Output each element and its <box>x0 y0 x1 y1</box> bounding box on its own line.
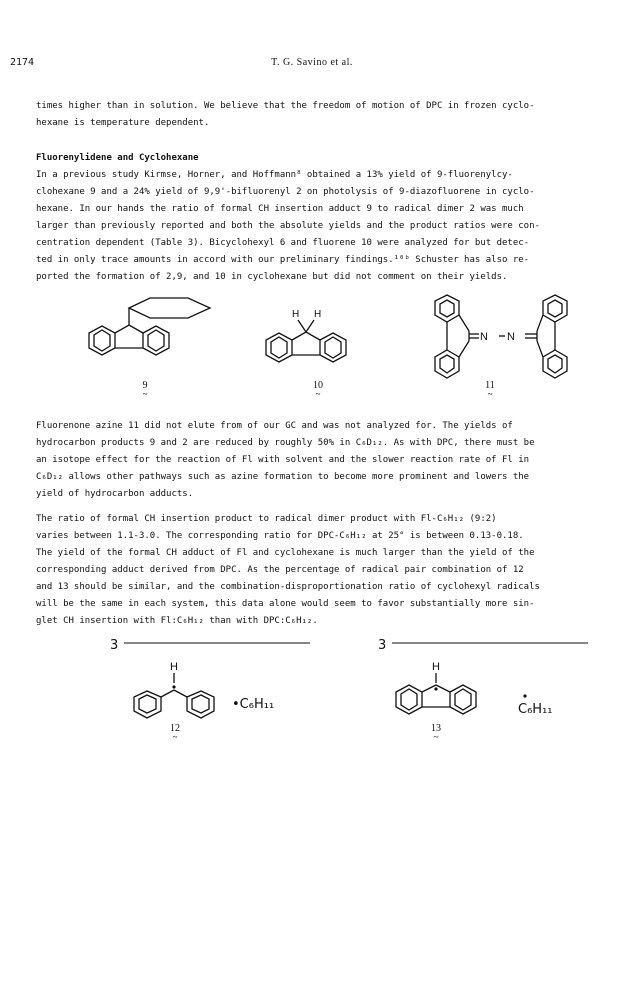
text-line: hexane. In our hands the ratio of formal CH insertion adduct 9 to radical dimer 2 was much <box>36 204 524 214</box>
text-line: The ratio of formal CH insertion product to radical dimer product with Fl-C₆H₁₂ (9:2) <box>36 514 497 524</box>
structure-12-diphenylmethyl-radical-pair <box>110 635 310 735</box>
text-line: will be the same in each system, this data alone would seem to favor substantially more sin- <box>36 599 535 609</box>
text-line: ted in only trace amounts in accord with our preliminary findings.¹⁰ᵇ Schuster has also re- <box>36 255 530 265</box>
text-line: In a previous study Kirmse, Horner, and Hoffmann⁸ obtained a 13% yield of 9-fluorenylcy- <box>36 170 513 180</box>
structure-13-fluorenyl-radical-pair <box>378 635 588 735</box>
triplet-multiplicity: 3 <box>378 638 387 653</box>
paragraph-3 <box>36 418 596 503</box>
label-text: 11 <box>485 380 495 391</box>
text-line: hexane is temperature dependent. <box>36 118 210 128</box>
compound-label-12 <box>160 724 190 742</box>
compound-label-10 <box>303 381 333 399</box>
text-line: The yield of the formal CH adduct of Fl and cyclohexane is much larger than the yield of the <box>36 548 535 558</box>
structure-9-fluorenylcyclohexane <box>60 290 260 390</box>
text-line: centration dependent (Table 3). Bicyclohexyl 6 and fluorene 10 were analyzed for but detec- <box>36 238 530 248</box>
cyclohexyl-radical: •C₆H₁₁ <box>232 697 275 712</box>
section-body <box>36 150 596 286</box>
compound-label-13 <box>421 724 451 742</box>
text-line: varies between 1.1-3.0. The corresponding ratio for DPC-C₆H₁₂ at 25° is between 0.13-0.18. <box>36 531 524 541</box>
tilde-mark: ~ <box>142 389 148 399</box>
hydrogen-label: H <box>292 309 300 320</box>
compound-label-11 <box>475 381 505 399</box>
cyclohexyl-radical: C₆H₁₁ <box>518 702 553 717</box>
tilde-mark: ~ <box>315 389 321 399</box>
structure-11-fluorenone-azine <box>415 283 595 391</box>
text-line: Fluorenone azine 11 did not elute from of our GC and was not analyzed for. The yields of <box>36 421 513 431</box>
label-text: 12 <box>170 723 180 734</box>
hydrogen-label: H <box>314 309 322 320</box>
text-line: clohexane 9 and a 24% yield of 9,9'-bifluorenyl 2 on photolysis of 9-diazofluorene in cyclo- <box>36 187 535 197</box>
text-line: larger than previously reported and both the absolute yields and the product ratios were con- <box>36 221 540 231</box>
paragraph-1 <box>36 98 596 132</box>
tilde-mark: ~ <box>487 389 493 399</box>
text-line: hydrocarbon products 9 and 2 are reduced by roughly 50% in C₆D₁₂. As with DPC, there must be <box>36 438 535 448</box>
structure-10-fluorene <box>250 295 380 385</box>
text-line: C₆D₁₂ allows other pathways such as azine formation to become more prominent and lowers the <box>36 472 530 482</box>
text-line: and 13 should be similar, and the combination-disproportionation ratio of cyclohexyl radicals <box>36 582 540 592</box>
text-line: times higher than in solution. We believe that the freedom of motion of DPC in frozen cyclo- <box>36 101 535 111</box>
text-line: an isotope effect for the reaction of Fl with solvent and the slower reaction rate of Fl in <box>36 455 530 465</box>
hydrogen-label: H <box>170 661 178 673</box>
label-text: 10 <box>313 380 323 391</box>
compound-label-9 <box>130 381 160 399</box>
text-line: ported the formation of 2,9, and 10 in cyclohexane but did not comment on their yields. <box>36 272 508 282</box>
nitrogen-label: N <box>480 331 488 343</box>
section-heading: Fluorenylidene and Cyclohexane <box>36 153 199 163</box>
running-head: T. G. Savino et al. <box>271 57 353 68</box>
triplet-multiplicity: 3 <box>110 638 119 653</box>
label-text: 13 <box>431 723 441 734</box>
hydrogen-label: H <box>432 661 440 673</box>
label-text: 9 <box>142 380 148 391</box>
paragraph-4 <box>36 511 596 630</box>
nitrogen-label: N <box>507 331 515 343</box>
text-line: yield of hydrocarbon adducts. <box>36 489 194 499</box>
tilde-mark: ~ <box>172 732 178 742</box>
page-number: 2174 <box>10 57 35 68</box>
text-line: glet CH insertion with Fl:C₆H₁₂ than with DPC:C₆H₁₂. <box>36 616 318 626</box>
text-line: corresponding adduct derived from DPC. As the percentage of radical pair combination of 12 <box>36 565 524 575</box>
tilde-mark: ~ <box>433 732 439 742</box>
